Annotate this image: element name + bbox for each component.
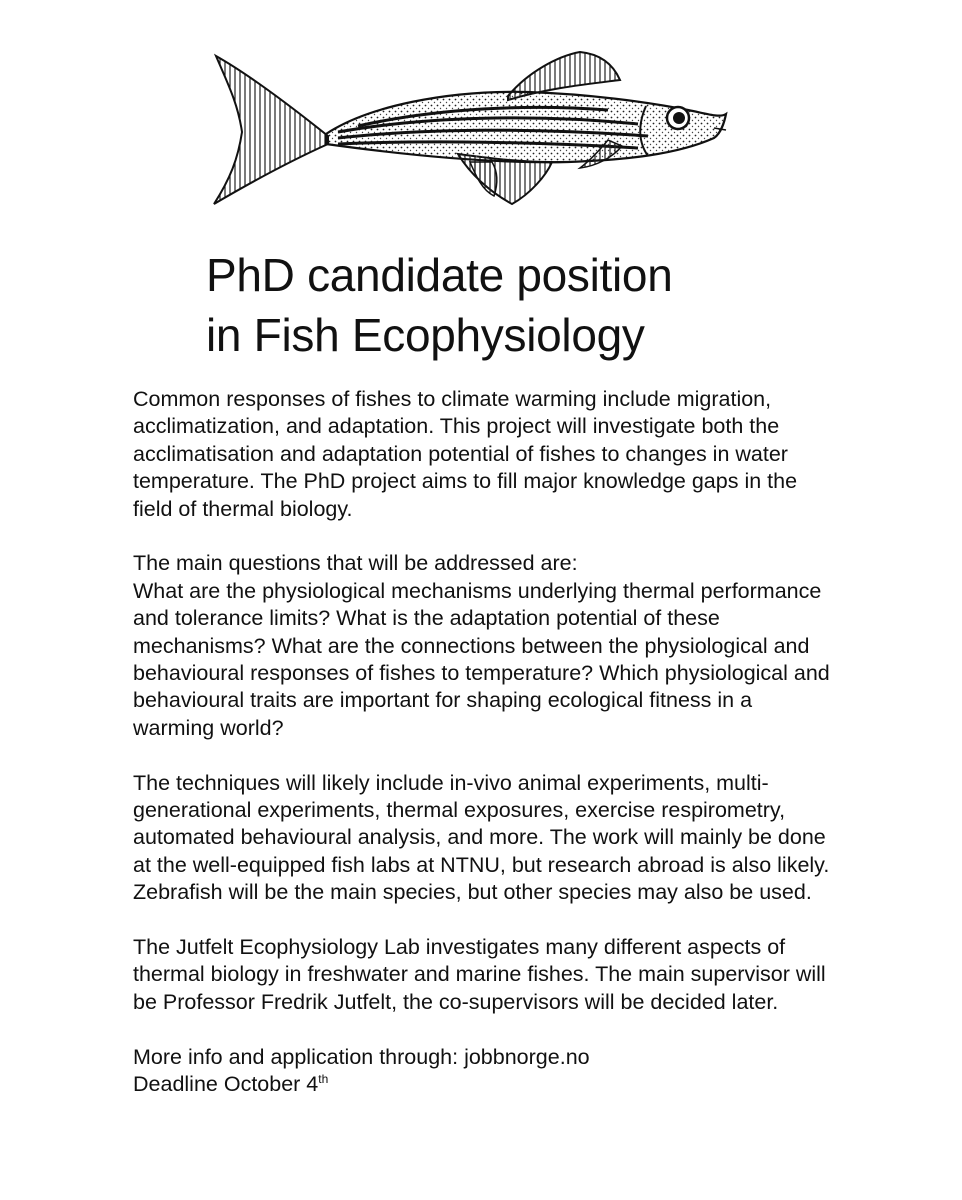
title-line-2: in Fish Ecophysiology (206, 309, 645, 361)
questions-lead: The main questions that will be addressed are: (133, 551, 578, 576)
more-info-text: More info and application through: jobbnorge.no (133, 1044, 590, 1069)
questions-paragraph (133, 550, 833, 742)
techniques-paragraph: The techniques will likely include in-vivo animal experiments, multi-generational experiments, thermal exposures, exercise respirometry, automated behavioural analysis, and more. The work will mainly be done at the well-equipped fish labs at NTNU, but research abroad is also likely. Zebrafish will be the main species, but other species may also be used. (133, 770, 830, 905)
body-text (133, 386, 833, 1099)
deadline-suffix: th (318, 1072, 329, 1087)
zebrafish-illustration (208, 44, 732, 214)
lab-paragraph: The Jutfelt Ecophysiology Lab investigates many different aspects of thermal biology in freshwater and marine fishes. The main supervisor will be Professor Fredrik Jutfelt, the co-supervisors will be decided later. (133, 935, 826, 1014)
info-paragraph (133, 1044, 833, 1099)
intro-paragraph: Common responses of fishes to climate warming include migration, acclimatization, and adaptation. This project will investigate both the acclimatisation and adaptation potential of fishes to changes in water temperature. The PhD project aims to fill major knowledge gaps in the field of thermal biology. (133, 387, 798, 521)
questions-text: What are the physiological mechanisms underlying thermal performance and tolerance limits? What is the adaptation potential of these mechanisms? What are the connections between the physiological and behavioural responses of fishes to temperature? Which physiological and behavioural traits are important for shaping ecological fitness in a warming world? (133, 578, 830, 740)
title-line-1: PhD candidate position (206, 249, 673, 301)
page-title (206, 245, 673, 365)
deadline-text: Deadline October 4 (133, 1072, 319, 1097)
